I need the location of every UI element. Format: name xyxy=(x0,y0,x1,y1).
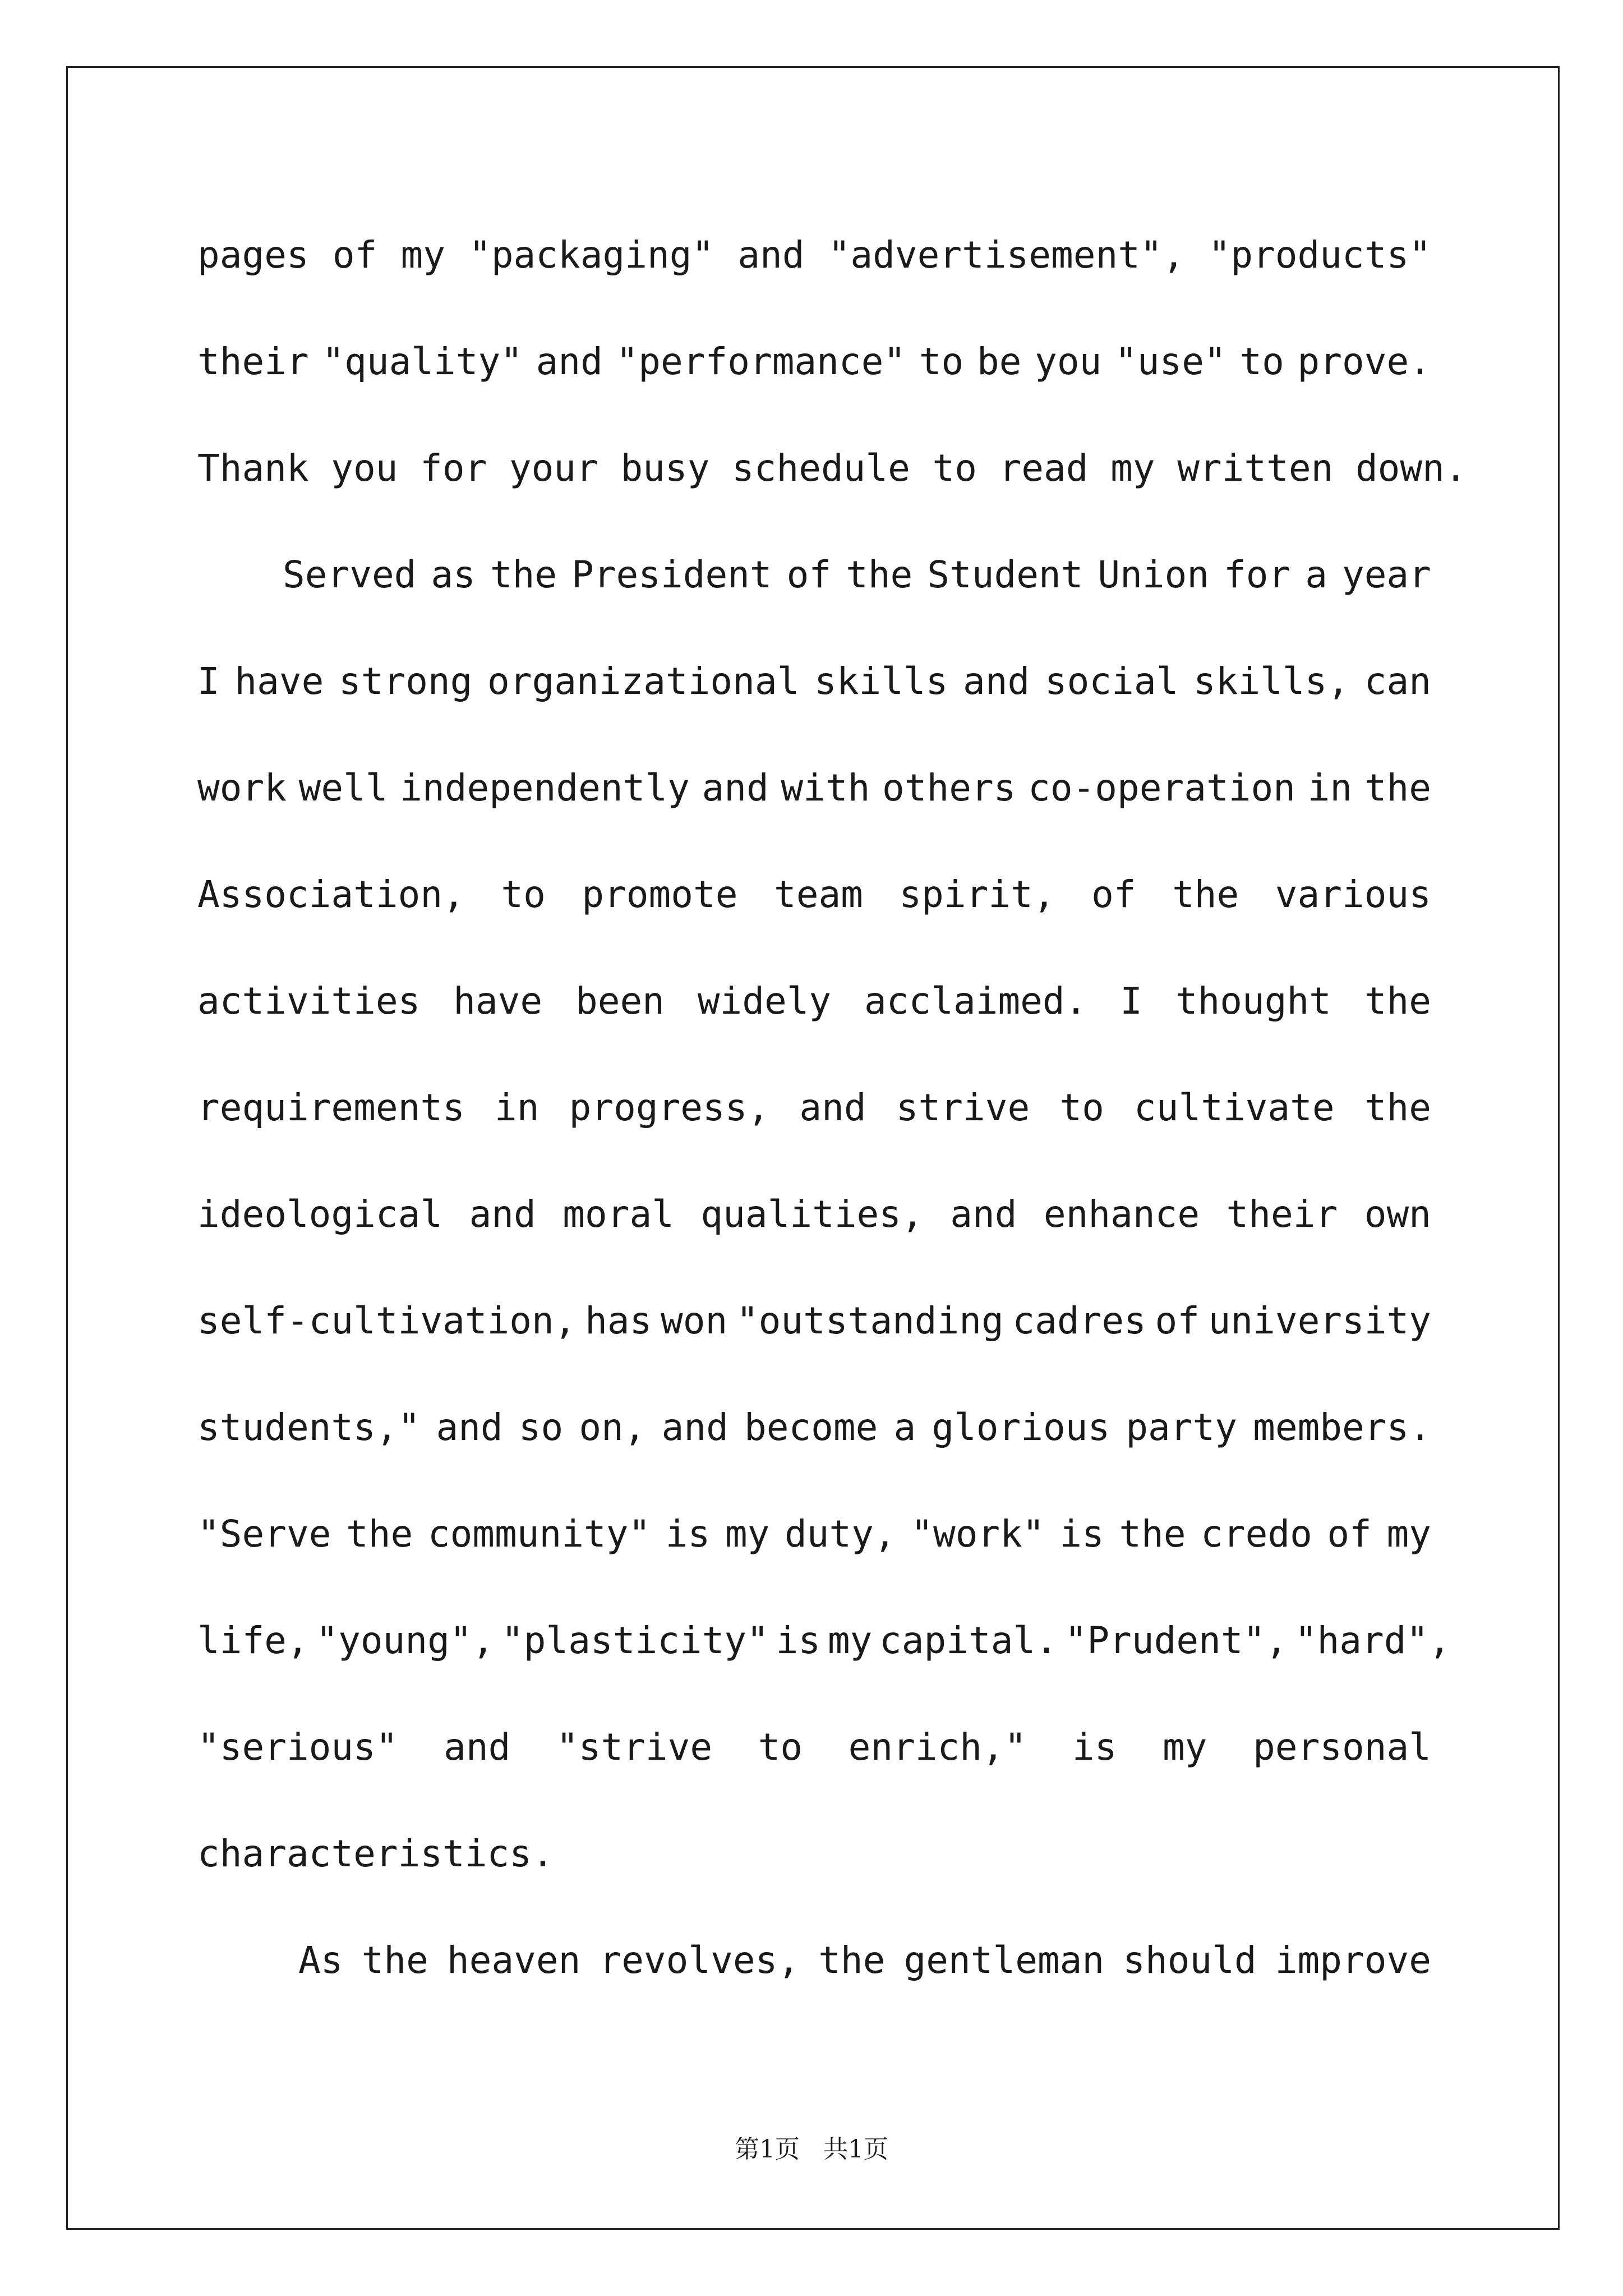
word: promote xyxy=(582,873,738,916)
word: "quality" xyxy=(322,340,523,383)
word: qualities, xyxy=(700,1193,924,1236)
word: "young", xyxy=(316,1619,495,1662)
word: members. xyxy=(1253,1406,1431,1449)
text-line xyxy=(197,1285,1431,1391)
word: the xyxy=(490,553,557,596)
word: on, xyxy=(579,1406,646,1449)
word: progress, xyxy=(569,1086,770,1129)
word: students," xyxy=(197,1406,421,1449)
word: your xyxy=(509,447,598,490)
word: the xyxy=(1119,1512,1186,1556)
text-line xyxy=(197,432,1467,539)
word: well xyxy=(298,766,388,809)
word: university xyxy=(1208,1299,1431,1342)
word: organizational xyxy=(487,660,800,703)
word: moral xyxy=(562,1193,674,1236)
word: the xyxy=(1364,766,1431,809)
word: work xyxy=(197,766,287,809)
word: "use" xyxy=(1114,340,1227,383)
word: "performance" xyxy=(616,340,906,383)
word: prove. xyxy=(1297,340,1431,383)
word: is xyxy=(1059,1512,1104,1556)
text-line xyxy=(197,752,1431,858)
word: requirements xyxy=(197,1086,465,1129)
text-line xyxy=(197,1178,1431,1285)
document-body xyxy=(197,219,1467,2031)
word: and xyxy=(737,233,805,277)
word: down. xyxy=(1355,447,1467,490)
word: credo xyxy=(1201,1512,1312,1556)
word: activities xyxy=(197,979,421,1023)
word: glorious xyxy=(932,1406,1110,1449)
word: Served xyxy=(283,553,417,596)
word: "work" xyxy=(911,1512,1045,1556)
text-line xyxy=(197,965,1431,1071)
word: team xyxy=(773,873,863,916)
word: is xyxy=(776,1619,821,1662)
word: "Serve xyxy=(197,1512,331,1556)
word: community" xyxy=(427,1512,651,1556)
word: duty, xyxy=(784,1512,896,1556)
word: "serious" xyxy=(197,1726,398,1769)
word: to xyxy=(758,1726,803,1769)
word: acclaimed. xyxy=(864,979,1087,1023)
word: "products" xyxy=(1208,233,1431,277)
word: of xyxy=(1327,1512,1372,1556)
word: read xyxy=(999,447,1089,490)
page-number-footer: 第1页 共1页 xyxy=(735,2135,888,2164)
word: life, xyxy=(197,1619,309,1662)
word: and xyxy=(702,766,769,809)
word: "advertisement", xyxy=(828,233,1185,277)
word: spirit, xyxy=(899,873,1055,916)
word: strong xyxy=(338,660,473,703)
word: for xyxy=(1224,553,1291,596)
word: party xyxy=(1126,1406,1237,1449)
word: social xyxy=(1044,660,1179,703)
word: Thank xyxy=(197,447,309,490)
word: As xyxy=(298,1939,343,1982)
word: ideological xyxy=(197,1193,443,1236)
text-line xyxy=(197,1924,1431,2031)
word: you xyxy=(331,447,398,490)
word: been xyxy=(575,979,665,1023)
word: my xyxy=(725,1512,770,1556)
word: skills xyxy=(814,660,948,703)
word: to xyxy=(919,340,964,383)
word: busy xyxy=(620,447,710,490)
word: their xyxy=(1226,1193,1338,1236)
word: year xyxy=(1341,553,1431,596)
text-line xyxy=(197,1711,1431,1818)
word: of xyxy=(332,233,377,277)
word: the xyxy=(1172,873,1239,916)
text-line xyxy=(197,1604,1451,1711)
word: revolves, xyxy=(599,1939,800,1982)
word: the xyxy=(846,553,913,596)
text-line xyxy=(197,325,1431,432)
word: with xyxy=(781,766,870,809)
word: cultivate xyxy=(1134,1086,1335,1129)
word: Union xyxy=(1098,553,1210,596)
word: personal xyxy=(1253,1726,1431,1769)
word: and xyxy=(799,1086,866,1129)
word: and xyxy=(661,1406,728,1449)
word: strive xyxy=(896,1086,1030,1129)
word: become xyxy=(744,1406,878,1449)
word: self-cultivation, xyxy=(197,1299,577,1342)
word: the xyxy=(1364,1086,1431,1129)
word: is xyxy=(665,1512,711,1556)
word: my xyxy=(1386,1512,1431,1556)
text-line xyxy=(197,645,1431,752)
word: "hard", xyxy=(1294,1619,1451,1662)
text-line xyxy=(197,539,1431,645)
word: the xyxy=(1364,979,1431,1023)
word: Association, xyxy=(197,873,465,916)
word: have xyxy=(453,979,543,1023)
word: thought xyxy=(1175,979,1331,1023)
word: skills, xyxy=(1193,660,1350,703)
word: others xyxy=(882,766,1016,809)
word: a xyxy=(893,1406,916,1449)
word: various xyxy=(1275,873,1431,916)
word: capital. xyxy=(879,1619,1058,1662)
word: pages xyxy=(197,233,309,277)
word: to xyxy=(1239,340,1284,383)
word: "packaging" xyxy=(469,233,714,277)
word: "plasticity" xyxy=(501,1619,769,1662)
word: Student xyxy=(927,553,1083,596)
word: their xyxy=(197,340,309,383)
word: written xyxy=(1177,447,1334,490)
word: you xyxy=(1035,340,1102,383)
text-line xyxy=(197,219,1431,325)
word: and xyxy=(436,1406,503,1449)
word: for xyxy=(420,447,487,490)
word: to xyxy=(501,873,546,916)
word: to xyxy=(1059,1086,1104,1129)
word: of xyxy=(786,553,832,596)
text-line xyxy=(197,858,1431,965)
word: I xyxy=(197,660,220,703)
word: won xyxy=(661,1299,728,1342)
word: can xyxy=(1364,660,1431,703)
word: is xyxy=(1072,1726,1117,1769)
word: a xyxy=(1305,553,1327,596)
word: and xyxy=(963,660,1030,703)
word: and xyxy=(536,340,603,383)
word: widely xyxy=(697,979,832,1023)
word: has xyxy=(585,1299,652,1342)
word: to xyxy=(932,447,977,490)
word: and xyxy=(469,1193,536,1236)
text-line xyxy=(197,1498,1431,1604)
word: cadres xyxy=(1012,1299,1146,1342)
word: heaven xyxy=(446,1939,581,1982)
word: own xyxy=(1364,1193,1431,1236)
word: co-operation xyxy=(1028,766,1295,809)
word: "Prudent", xyxy=(1064,1619,1288,1662)
word: my xyxy=(400,233,445,277)
text-line xyxy=(197,1818,1431,1924)
word: should xyxy=(1123,1939,1257,1982)
word: independently xyxy=(400,766,690,809)
word: enhance xyxy=(1043,1193,1200,1236)
word: and xyxy=(444,1726,511,1769)
word: and xyxy=(950,1193,1017,1236)
text-line xyxy=(197,1071,1431,1178)
word: gentleman xyxy=(903,1939,1105,1982)
word: of xyxy=(1155,1299,1200,1342)
word: "outstanding xyxy=(736,1299,1004,1342)
word: the xyxy=(346,1512,413,1556)
word: in xyxy=(494,1086,540,1129)
word: characteristics. xyxy=(197,1832,554,1875)
word: be xyxy=(976,340,1022,383)
word: my xyxy=(1110,447,1155,490)
word: my xyxy=(827,1619,873,1662)
word: of xyxy=(1091,873,1136,916)
text-line xyxy=(197,1391,1431,1498)
word: have xyxy=(234,660,324,703)
word: as xyxy=(431,553,476,596)
word: my xyxy=(1163,1726,1207,1769)
word: in xyxy=(1307,766,1353,809)
word: so xyxy=(518,1406,564,1449)
word: "strive xyxy=(556,1726,713,1769)
word: schedule xyxy=(732,447,910,490)
word: enrich," xyxy=(848,1726,1027,1769)
word: the xyxy=(361,1939,428,1982)
word: the xyxy=(818,1939,886,1982)
word: I xyxy=(1120,979,1142,1023)
word: improve xyxy=(1275,1939,1431,1982)
word: President xyxy=(571,553,772,596)
